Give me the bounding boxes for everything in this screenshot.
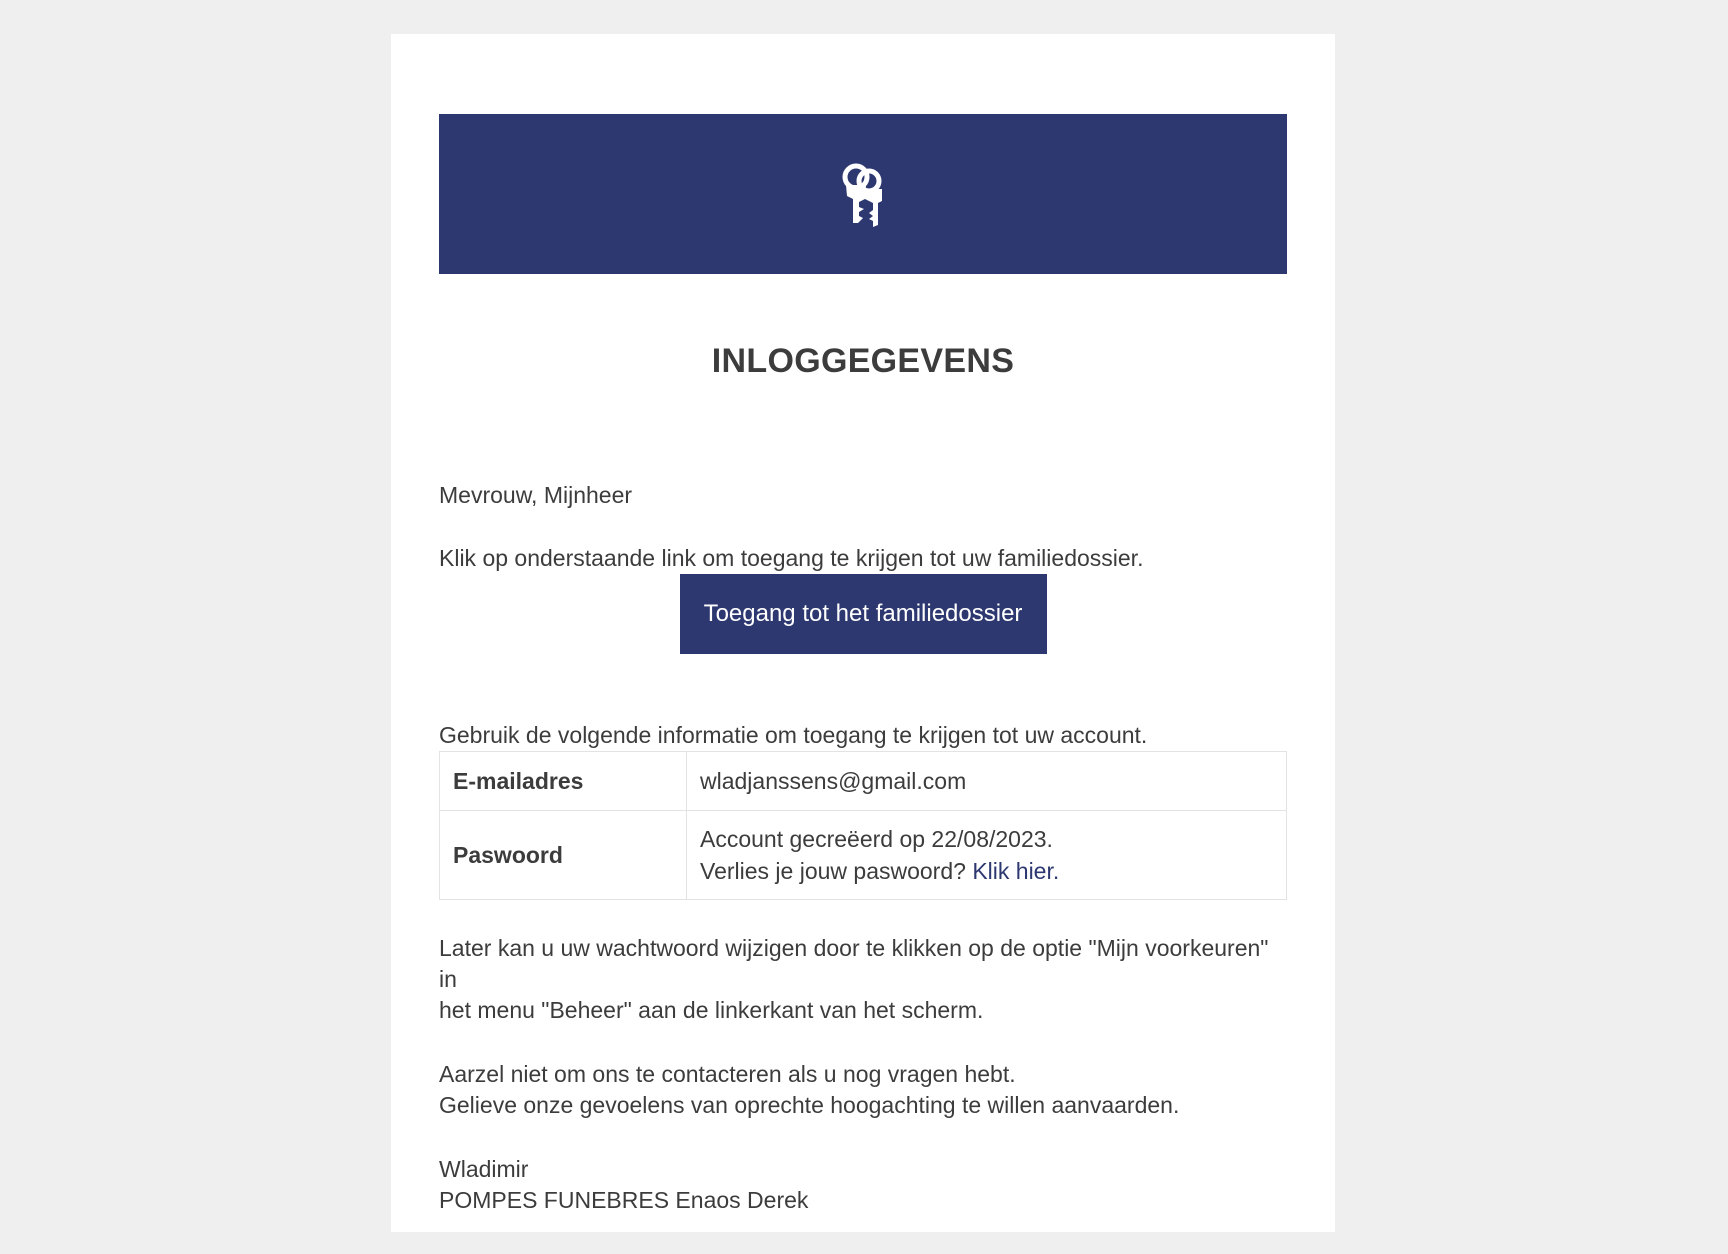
email-label: E-mailadres <box>440 752 687 811</box>
password-lost-line <box>700 855 1273 887</box>
password-label: Paswoord <box>440 811 687 900</box>
signature-company: POMPES FUNEBRES Enaos Derek <box>439 1187 809 1213</box>
credentials-table <box>439 751 1287 900</box>
change-password-line-1: Later kan u uw wachtwoord wijzigen door te klikken op de optie "Mijn voorkeuren" in <box>439 935 1269 992</box>
table-row <box>440 752 1287 811</box>
access-dossier-button[interactable]: Toegang tot het familiedossier <box>680 574 1047 654</box>
signature <box>439 1154 1287 1216</box>
change-password-line-2: het menu "Beheer" aan de linkerkant van het scherm. <box>439 997 984 1023</box>
email-card <box>391 34 1335 1232</box>
signature-name: Wladimir <box>439 1156 529 1182</box>
account-created-text: Account gecreëerd op 22/08/2023. <box>700 826 1053 852</box>
table-row <box>440 811 1287 900</box>
intro-text: Klik op onderstaande link om toegang te krijgen tot uw familiedossier. <box>439 545 1144 571</box>
closing-text <box>439 1059 1287 1121</box>
greeting-text: Mevrouw, Mijnheer <box>439 482 633 508</box>
header-banner <box>439 114 1287 274</box>
email-value: wladjanssens@gmail.com <box>687 752 1287 811</box>
change-password-text <box>439 933 1287 1026</box>
reset-password-link[interactable]: Klik hier. <box>972 858 1060 884</box>
page-title: INLOGGEGEVENS <box>711 342 1015 380</box>
info-intro-text: Gebruik de volgende informatie om toegang te krijgen tot uw account. <box>439 722 1148 748</box>
contact-text: Aarzel niet om ons te contacteren als u nog vragen hebt. <box>439 1061 1016 1087</box>
password-lost-text: Verlies je jouw paswoord? <box>700 858 973 884</box>
password-info <box>687 811 1287 900</box>
cta-container <box>439 574 1287 654</box>
regards-text: Gelieve onze gevoelens van oprechte hoogachting te willen aanvaarden. <box>439 1092 1180 1118</box>
keys-icon <box>838 159 888 229</box>
